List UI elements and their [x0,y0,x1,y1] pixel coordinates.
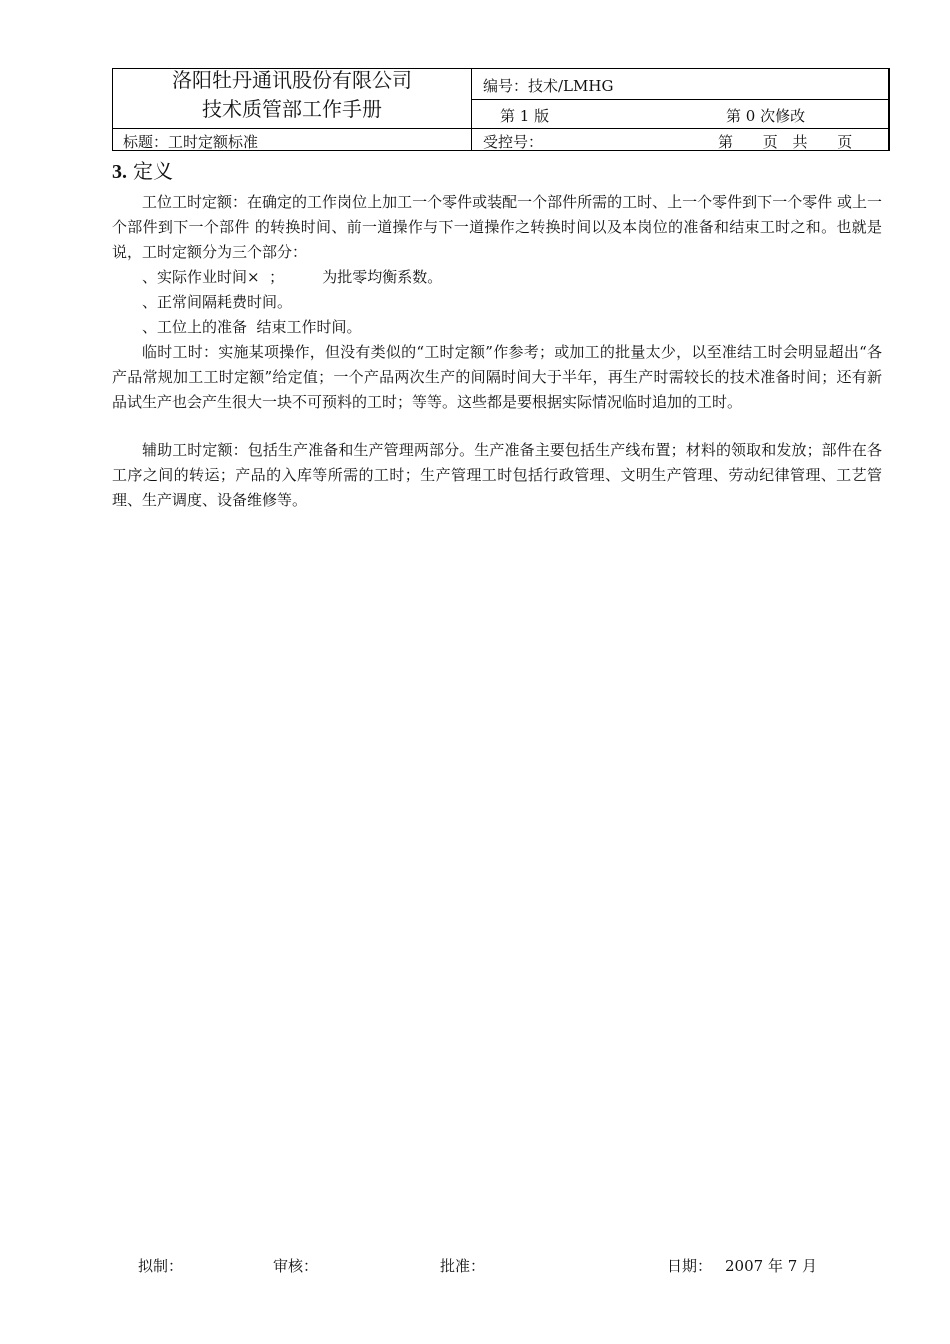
section-heading [112,157,173,186]
section-number: 3. [112,161,127,183]
paragraph-station-quota: 工位工时定额：在确定的工作岗位上加工一个零件或装配一个部件所需的工时、上一个零件到下一个零件 或上一个部件到下一个部件 的转换时间、前一道操作与下一道操作之转换时间以及本岗位的准备和结束工时之和。也就是说，工时定额分为三个部分： [112,193,882,261]
paragraph-temporary-hours: 临时工时：实施某项操作，但没有类似的“工时定额”作参考；或加工的批量太少，以至准结工时会明显超出“各产品常规加工工时定额”给定值；一个产品两次生产的间隔时间大于半年，再生产时需较长的技术准备时间；还有新品试生产也会产生很大一块不可预料的工时；等等。这些都是要根据实际情况临时追加的工时。 [112,343,882,411]
header-divider-right [472,99,888,100]
company-name: 洛阳牡丹通讯股份有限公司 [172,68,412,92]
header-divider-vertical [471,69,472,150]
footer-date-label: 日期： [667,1257,713,1275]
document-number: 编号：技术/LMHG [483,77,614,95]
footer-approved: 批准： [440,1257,486,1275]
document-header-table [112,68,890,151]
edition-label: 第 1 版 [500,107,550,125]
document-title: 标题：工时定额标准 [123,133,259,151]
footer-date-value: 2007 年 7 月 [725,1257,818,1275]
revision-label: 第 0 次修改 [726,107,806,125]
manual-name: 技术质管部工作手册 [202,97,382,121]
list-item-1: 、实际作业时间× ； 为批零均衡系数。 [142,268,443,286]
list-item-3: 、工位上的准备 结束工作时间。 [142,318,362,336]
list-item-2: 、正常间隔耗费时间。 [142,293,293,311]
footer-reviewed: 审核： [273,1257,319,1275]
footer-drafted: 拟制： [138,1257,184,1275]
header-divider-bottom [113,128,888,129]
section-title: 定义 [133,159,173,183]
page-count: 第 页 共 页 [718,133,853,151]
paragraph-auxiliary-quota: 辅助工时定额：包括生产准备和生产管理两部分。生产准备主要包括生产线布置；材料的领取和发放；部件在各工序之间的转运；产品的入库等所需的工时；生产管理工时包括行政管理、文明生产管理、劳动纪律管理、工艺管理、生产调度、设备维修等。 [112,441,882,509]
control-number: 受控号： [483,133,544,151]
